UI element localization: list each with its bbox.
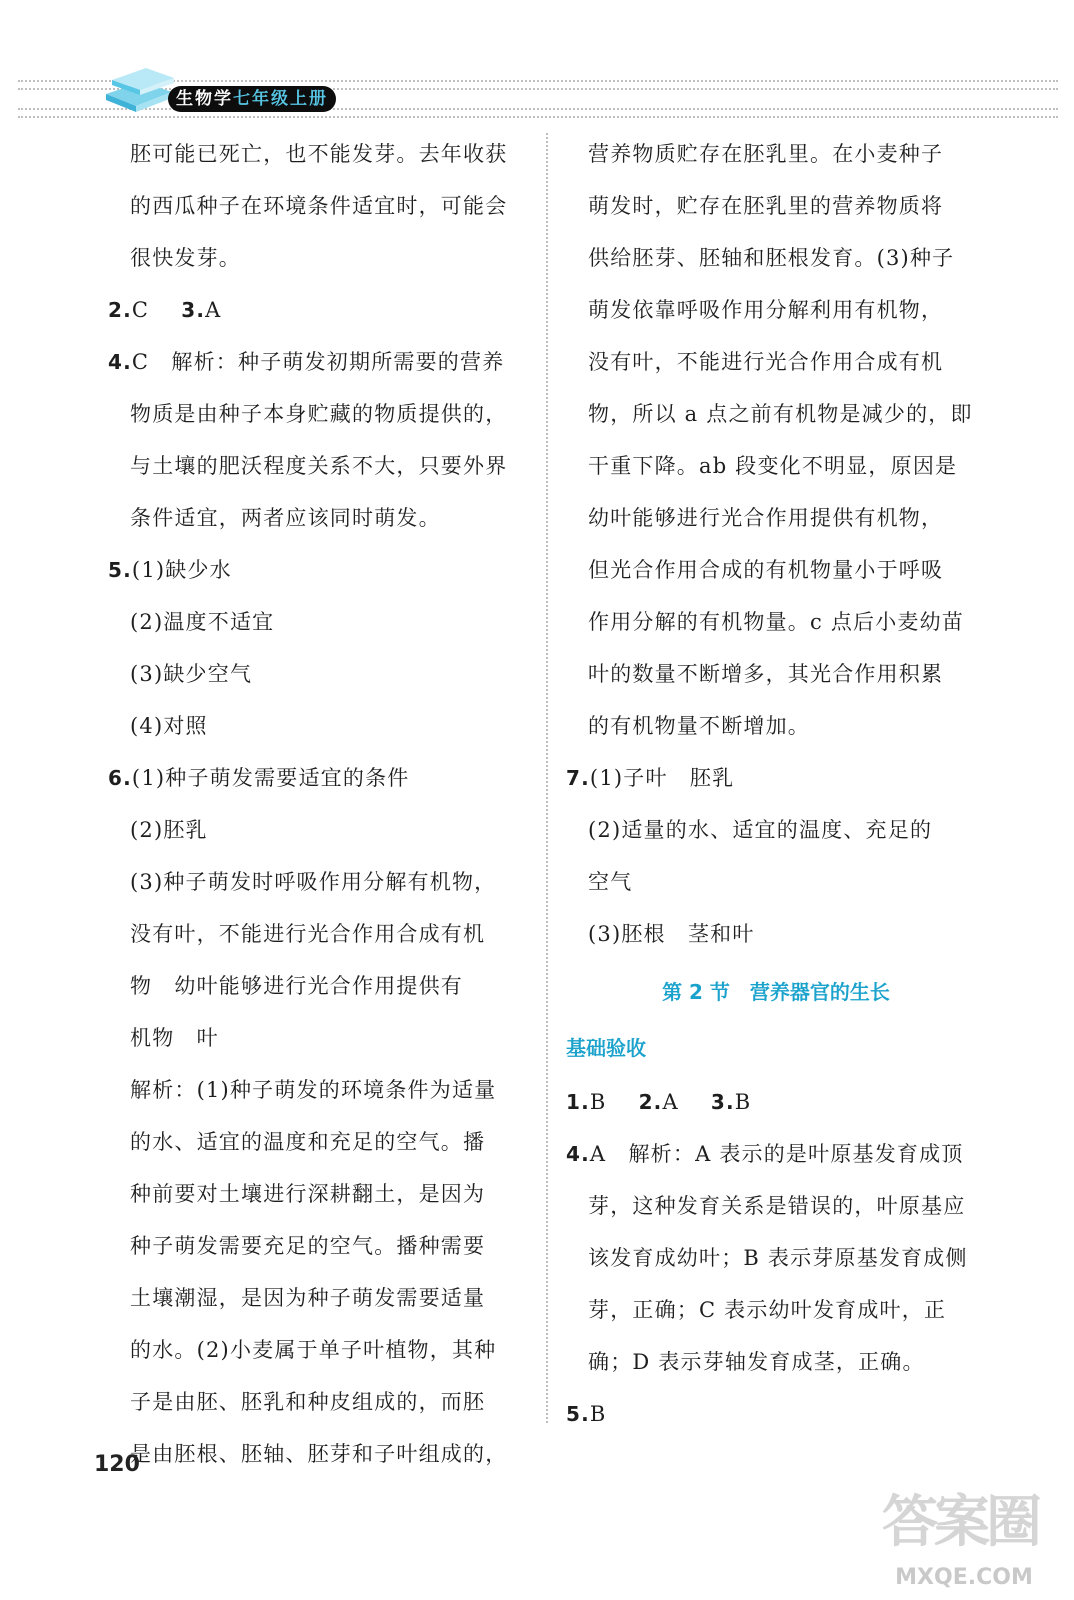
- text-line: 种前要对土壤进行深耕翻土，是因为: [130, 1182, 486, 1206]
- answer-7: [566, 752, 986, 804]
- question-number: 2.: [638, 1090, 663, 1114]
- text-line: (3)种子萌发时呼吸作用分解有机物，: [130, 870, 497, 894]
- text-line: (2)适量的水、适宜的温度、充足的: [588, 818, 933, 842]
- text-line: 的水、适宜的温度和充足的空气。播: [130, 1130, 486, 1154]
- question-number: 2.: [108, 298, 132, 322]
- answer-4: [108, 336, 528, 388]
- answer-value: A: [662, 1090, 679, 1114]
- text-line: 萌发依靠呼吸作用分解利用有机物，: [588, 298, 944, 322]
- text-line: 营养物质贮存在胚乳里。在小麦种子: [588, 142, 944, 166]
- text-line: 物，所以 a 点之前有机物是减少的，即: [588, 402, 973, 426]
- answer-text: A 解析：A 表示的是叶原基发育成顶: [589, 1142, 964, 1166]
- text-line: 与土壤的肥沃程度关系不大，只要外界: [130, 454, 508, 478]
- answer-value: C: [131, 298, 150, 322]
- text-line: 条件适宜，两者应该同时萌发。: [130, 506, 441, 530]
- text-line: 土壤潮湿，是因为种子萌发需要适量: [130, 1286, 486, 1310]
- section-title: 第 2 节 营养器官的生长: [662, 980, 890, 1004]
- text-line: (2)温度不适宜: [130, 610, 275, 634]
- left-column: [108, 128, 528, 1480]
- subsection-title: 基础验收: [566, 1036, 646, 1060]
- header-title-subject: 生物学: [176, 89, 233, 109]
- answer-text: (1)缺少水: [131, 558, 232, 582]
- answer-value: B: [589, 1090, 607, 1114]
- text-line: 物 幼叶能够进行光合作用提供有: [130, 974, 463, 998]
- header-title: [168, 86, 336, 112]
- text-line: 萌发时，贮存在胚乳里的营养物质将: [588, 194, 944, 218]
- text-line: 叶的数量不断增多，其光合作用积累: [588, 662, 944, 686]
- text-line: 没有叶，不能进行光合作用合成有机: [130, 922, 486, 946]
- answer-text: (1)子叶 胚乳: [589, 766, 735, 790]
- text-line: 该发育成幼叶；B 表示芽原基发育成侧: [588, 1246, 968, 1270]
- answer-5-section2: [566, 1388, 986, 1440]
- question-number: 5.: [566, 1402, 590, 1426]
- text-line: 的有机物量不断增加。: [588, 714, 810, 738]
- text-line: 子是由胚、胚乳和种皮组成的，而胚: [130, 1390, 486, 1414]
- question-number: 3.: [710, 1090, 735, 1114]
- header-title-grade: 七年级上册: [233, 89, 328, 109]
- question-number: 1.: [566, 1090, 590, 1114]
- text-line: 芽，正确；C 表示幼叶发育成叶，正: [588, 1298, 947, 1322]
- right-column: [566, 128, 986, 1440]
- answer-2-3: [108, 284, 528, 336]
- question-number: 4.: [566, 1142, 590, 1166]
- watermark-logo-icon: 答案圈: [882, 1490, 1038, 1555]
- question-number: 6.: [108, 766, 132, 790]
- text-line: 没有叶，不能进行光合作用合成有机: [588, 350, 944, 374]
- text-line: 解析：(1)种子萌发的环境条件为适量: [130, 1078, 497, 1102]
- column-divider: [546, 133, 548, 1423]
- text-line: 干重下降。ab 段变化不明显，原因是: [588, 454, 958, 478]
- text-line: (2)胚乳: [130, 818, 208, 842]
- text-line: 确；D 表示芽轴发育成茎，正确。: [588, 1350, 925, 1374]
- text-line: 空气: [588, 870, 633, 894]
- header-dotted-line: [18, 116, 1058, 118]
- text-line: (3)胚根 茎和叶: [588, 922, 755, 946]
- text-line: 种子萌发需要充足的空气。播种需要: [130, 1234, 486, 1258]
- text-line: 芽，这种发育关系是错误的，叶原基应: [588, 1194, 966, 1218]
- question-number: 5.: [108, 558, 132, 582]
- text-line: (4)对照: [130, 714, 208, 738]
- answer-text: (1)种子萌发需要适宜的条件: [131, 766, 410, 790]
- question-number: 3.: [181, 298, 206, 322]
- answer-value: B: [734, 1090, 752, 1114]
- text-line: 很快发芽。: [130, 246, 241, 270]
- text-line: 幼叶能够进行光合作用提供有机物，: [588, 506, 944, 530]
- answer-5: [108, 544, 528, 596]
- text-line: 是由胚根、胚轴、胚芽和子叶组成的，: [130, 1442, 508, 1466]
- text-line: 供给胚芽、胚轴和胚根发育。(3)种子: [588, 246, 955, 270]
- page-header: [18, 60, 1058, 120]
- text-line: 的水。(2)小麦属于单子叶植物，其种: [130, 1338, 497, 1362]
- text-line: 物质是由种子本身贮藏的物质提供的，: [130, 402, 508, 426]
- text-line: 胚可能已死亡，也不能发芽。去年收获: [130, 142, 508, 166]
- watermark-url: MXQE.COM: [895, 1565, 1033, 1590]
- page-number: 120: [94, 1452, 140, 1477]
- text-line: 的西瓜种子在环境条件适宜时，可能会: [130, 194, 508, 218]
- question-number: 7.: [566, 766, 590, 790]
- answer-1-3: [566, 1076, 986, 1128]
- answer-6: [108, 752, 528, 804]
- question-number: 4.: [108, 350, 132, 374]
- answer-text: C 解析：种子萌发初期所需要的营养: [131, 350, 505, 374]
- book-stack-icon: [100, 60, 178, 116]
- watermark: [874, 1470, 1054, 1590]
- text-line: 机物 叶: [130, 1026, 219, 1050]
- answer-value: B: [589, 1402, 607, 1426]
- text-line: (3)缺少空气: [130, 662, 253, 686]
- text-line: 但光合作用合成的有机物量小于呼吸: [588, 558, 944, 582]
- text-line: 作用分解的有机物量。c 点后小麦幼苗: [588, 610, 965, 634]
- answer-value: A: [205, 298, 222, 322]
- answer-4-section2: [566, 1128, 986, 1180]
